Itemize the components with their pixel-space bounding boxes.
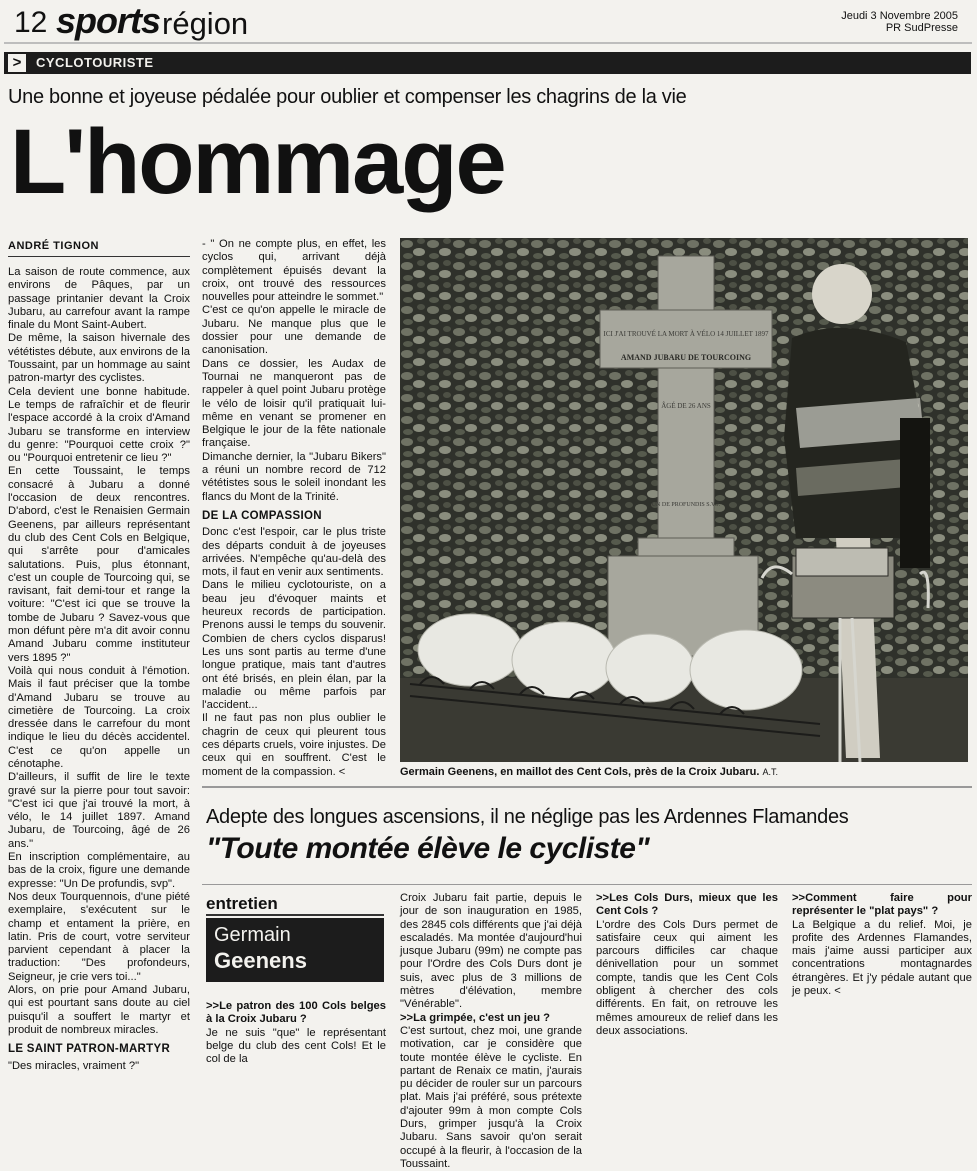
cross-photo-illustration: [400, 238, 968, 762]
section-title: sports: [56, 0, 161, 41]
byline-rule: [8, 256, 190, 257]
paragraph: Nos deux Tourquennois, d'une piété exemplaire, s'exécutent sur le champ et entament la prière, en latin. Pris de court, votre serviteur parvient cependant à placer la traduction: "Des profondeurs, Seigneur, je crie vers toi...": [8, 890, 190, 983]
interview-column-1: [206, 1000, 386, 1066]
interview-column-4: [792, 892, 972, 998]
photo-caption: [400, 766, 968, 778]
issue-date: Jeudi 3 Novembre 2005: [841, 10, 958, 22]
interview-question: >>Comment faire pour représenter le "plat pays" ?: [792, 892, 972, 918]
interview-question: >>Les Cols Durs, mieux que les Cent Cols ?: [596, 892, 778, 918]
photo-credit: A.T.: [762, 767, 779, 777]
paragraph: Donc c'est l'espoir, car le plus triste des départs conduit à de joyeuses arrivées. N'empêche qu'au-delà des mots, il faut en venir aux sentiments.: [202, 526, 386, 579]
paragraph: En cette Toussaint, le temps consacré à Jubaru a donné l'occasion de deux rencontres. D'abord, c'est le Renaisien Germain Geenens, par ailleurs représentant du club des Cent Cols en Belgique, qui s'arrête pour d'amicales salutations. Puis, plus étonnant, c'est un couple de Tourcoing qui, se ravisant, fait demi-tour et range la voiture: "C'est ici que se trouve la tombe de Jubaru ? Savez-vous que mon défunt père m'a dit avoir connu Amand Jubaru comme instituteur vers 1895 ?": [8, 465, 190, 664]
interviewee-name-box: [206, 918, 384, 982]
article-column-1: [8, 266, 190, 1073]
interview-headline: "Toute montée élève le cycliste": [206, 832, 650, 865]
paragraph: En inscription complémentaire, au bas de la croix, figure une demande expresse: "Un De profundis, svp".: [8, 851, 190, 890]
interview-kicker: Adepte des longues ascensions, il ne néglige pas les Ardennes Flamandes: [206, 806, 849, 828]
interview-label: entretien: [206, 894, 278, 913]
subheading: DE LA COMPASSION: [202, 509, 322, 522]
interview-answer: C'est surtout, chez moi, une grande motivation, car je considère que toute montée élève le cycliste. En partant de Renaix ce matin, j'aurais pu décider de rouler sur un parcours plat. Mais j'ai préféré, sous prétexte d'ajouter 99m à mon compte Cols Durs, grimper jusqu'à la Croix Jubaru. Sans savoir qu'on serait occupé à la fleurir, à l'occasion de la Toussaint.: [400, 1024, 582, 1170]
issue-edition: PR SudPresse: [885, 22, 958, 34]
interview-box-rule: [202, 786, 972, 788]
paragraph: Dans ce dossier, les Audax de Tournai ne manqueront pas de rappeler à quel point Jubaru protège le vélo de loisir qu'il pratiquait lui-même en venant se promener en Belgique le jour de la fête nationale française.: [202, 357, 386, 450]
interview-headline-rule: [202, 884, 972, 885]
paragraph: Dimanche dernier, la "Jubaru Bikers" a réuni un nombre record de 712 vététistes sous le soleil inondant les flancs du Mont de la Trinité.: [202, 450, 386, 503]
article-byline: ANDRÉ TIGNON: [8, 240, 99, 252]
interview-answer: Je ne suis "que" le représentant belge du club des cent Cols! Et le col de la: [206, 1026, 386, 1066]
article-kicker: Une bonne et joyeuse pédalée pour oublier et compenser les chagrins de la vie: [8, 86, 687, 108]
interview-column-3: [596, 892, 778, 1038]
interview-column-2: [400, 892, 582, 1171]
cross-inscription-1: ICI J'AI TROUVÉ LA MORT À VÉLO 14 JUILLET 1897: [603, 330, 769, 338]
cross-inscription-3: ÂGÉ DE 26 ANS: [661, 402, 711, 410]
subheading: LE SAINT PATRON-MARTYR: [8, 1043, 171, 1056]
paragraph: De même, la saison hivernale des vététistes débute, aux environs de la Toussaint, par un hommage au saint patron-martyr des cyclistes.: [8, 332, 190, 385]
paragraph: Dans le milieu cyclotouriste, on a beau jeu d'évoquer maints et heureux records de participation. Prenons aussi le temps du souvenir. Combien de chers cyclos disparus! Les uns sont partis au terme d'une longue pratique, mais tant d'autres ont été brisés, en plein élan, par la maladie ou même parfois par l'accident...: [202, 579, 386, 712]
section-subtitle: région: [162, 6, 249, 41]
interview-answer: Croix Jubaru fait partie, depuis le jour de son inauguration en 1985, des 2845 cols différents que j'ai déjà escaladés. Ma montée d'aujourd'hui jusque Jubaru (99m) ne compte pas pour l'Ordre des Cols Durs dont je suis, avec plus de 3 millions de mètres d'élévation, membre "Vénérable".: [400, 892, 582, 1011]
rubric-arrow-icon: >: [8, 54, 26, 72]
page-number: 12: [14, 6, 48, 39]
paragraph: Cela devient une bonne habitude. Le temps de rafraîchir et de fleurir l'espace accordé à la croix d'Amand Jubaru se transforme en interview du genre: "Pourquoi cette croix ?" ou "Pourquoi entretenir ce lieu ?": [8, 385, 190, 465]
rubric-label: CYCLOTOURISTE: [36, 55, 154, 70]
cross-inscription-2: AMAND JUBARU DE TOURCOING: [620, 353, 752, 362]
interviewee-last-name: Geenens: [214, 948, 307, 973]
page-header: [4, 0, 972, 44]
interview-answer: L'ordre des Cols Durs permet de satisfaire ceux qui aiment les parcours difficiles car chaque dénivellation pour un sommet compte, tandis que les Cent Cols obligent à chercher des cols différents. En fait, on retrouve les mêmes amoureux de relief dans les deux associations.: [596, 918, 778, 1037]
interview-question: >>Le patron des 100 Cols belges à la Croix Jubaru ?: [206, 1000, 386, 1026]
interview-answer: La Belgique a du relief. Moi, je profite des Ardennes Flamandes, mais j'aime aussi participer aux concentrations montagnardes étrangères. Et j'y pédale autant que je peux. <: [792, 918, 972, 998]
paragraph: Alors, on prie pour Amand Jubaru, qui est pourtant sans doute au ciel puisqu'il a souffert le martyr et produit de nombreux miracles.: [8, 984, 190, 1036]
article-headline: L'hommage: [10, 111, 505, 213]
caption-text: Germain Geenens, en maillot des Cent Cols, près de la Croix Jubaru.: [400, 766, 760, 778]
article-column-2: [202, 238, 386, 779]
interview-label-rule: [206, 914, 384, 916]
paragraph: Il ne faut pas non plus oublier le chagrin de ceux qui pleurent tous ces départs cruels, voire injustes. De ceux qui en souffrent. C'est le moment de la compassion. <: [202, 712, 386, 778]
interview-question: >>La grimpée, c'est un jeu ?: [400, 1011, 551, 1024]
interviewee-first-name: Germain: [214, 924, 291, 946]
paragraph: - " On ne compte plus, en effet, les cyclos qui, arrivant déjà complètement épuisés devant la croix, ont trouvé des ressources nouvelles pour atteindre le sommet.": [202, 238, 386, 304]
issue-info: [841, 10, 958, 34]
article-photo: [400, 238, 968, 762]
paragraph: Voilà qui nous conduit à l'émotion. Mais il faut préciser que la tombe d'Amand Jubaru se trouve au cimetière de Tourcoing. La croix dressée dans le carrefour du mont indique le lieu du décès accidentel. C'est ce qu'on appelle un cénotaphe.: [8, 664, 190, 770]
cross-inscription-4: UN DE PROFUNDIS S.V.P.: [651, 502, 721, 508]
paragraph: La saison de route commence, aux environs de Pâques, par un passage printanier devant la Croix Jubaru, au carrefour avant la rampe finale du Mont Saint-Aubert.: [8, 266, 190, 332]
paragraph: D'ailleurs, il suffit de lire le texte gravé sur la pierre pour tout savoir: "C'est ici que j'ai trouvé la mort, à vélo, le 14 juillet 1897. Amand Jubaru, de Tourcoing, âgé de 26 ans.": [8, 771, 190, 850]
paragraph: "Des miracles, vraiment ?": [8, 1059, 140, 1072]
paragraph: C'est ce qu'on appelle le miracle de Jubaru. Ne manque plus que le dossier pour une demande de canonisation.: [202, 304, 386, 357]
rubric-bar: [4, 52, 971, 74]
